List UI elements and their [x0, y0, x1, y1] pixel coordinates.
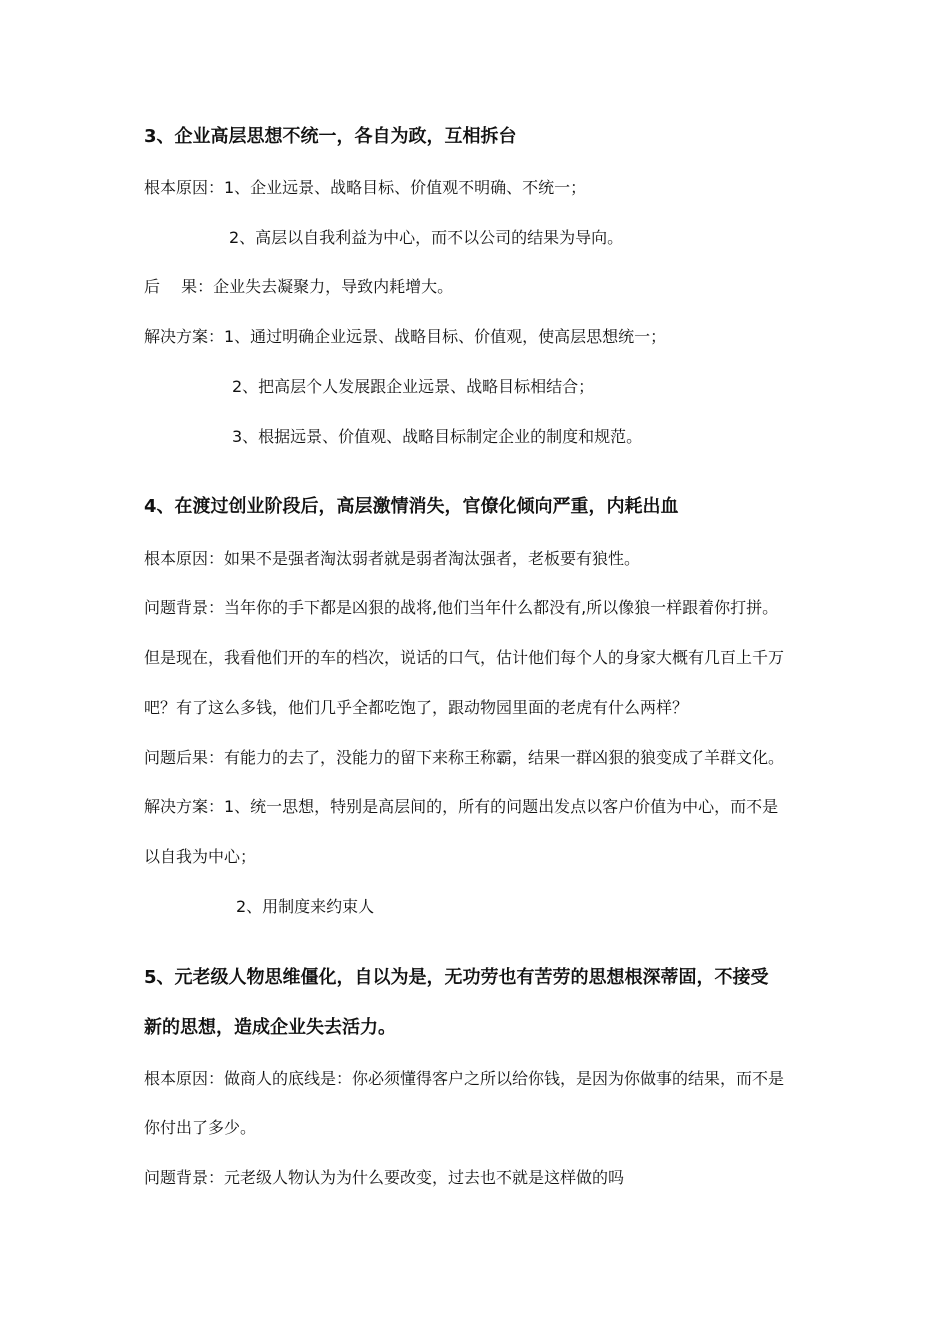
section-4-heading: 4、在渡过创业阶段后，高层激情消失，官僚化倾向严重，内耗出血	[144, 496, 679, 517]
section-4-root-cause: 根本原因：如果不是强者淘汰弱者就是弱者淘汰强者，老板要有狼性。	[144, 549, 641, 568]
section-3-root-cause-2: 2、高层以自我利益为中心，而不以公司的结果为导向。	[229, 228, 624, 247]
section-5-heading-line-2: 新的思想，造成企业失去活力。	[144, 1017, 396, 1038]
section-4-consequence: 问题后果：有能力的去了，没能力的留下来称王称霸，结果一群凶狠的狼变成了羊群文化。	[144, 748, 785, 767]
section-5-root-cause: 根本原因：做商人的底线是：你必须懂得客户之所以给你钱，是因为你做事的结果，而不是	[144, 1069, 785, 1088]
section-3-solution-2: 2、把高层个人发展跟企业远景、战略目标相结合；	[232, 377, 595, 396]
section-3-consequence: 后 果：企业失去凝聚力，导致内耗增大。	[144, 277, 454, 296]
section-3-heading: 3、企业高层思想不统一，各自为政，互相拆台	[144, 126, 517, 147]
section-5-root-cause-cont: 你付出了多少。	[144, 1118, 257, 1137]
section-4-solution-2: 2、用制度来约束人	[236, 897, 375, 916]
section-4-background-cont-2: 吧？有了这么多钱，他们几乎全都吃饱了，跟动物园里面的老虎有什么两样？	[144, 698, 689, 717]
section-3-root-cause: 根本原因：1、企业远景、战略目标、价值观不明确、不统一；	[144, 178, 587, 197]
section-4-background: 问题背景：当年你的手下都是凶狠的战将,他们当年什么都没有,所以像狼一样跟着你打拼。	[144, 598, 779, 617]
section-4-solution: 解决方案：1、统一思想，特别是高层间的，所有的问题出发点以客户价值为中心，而不是	[144, 797, 779, 816]
section-3-solution: 解决方案：1、通过明确企业远景、战略目标、价值观，使高层思想统一；	[144, 327, 667, 346]
section-3-solution-3: 3、根据远景、价值观、战略目标制定企业的制度和规范。	[232, 427, 643, 446]
section-4-solution-cont: 以自我为中心；	[144, 847, 257, 866]
section-5-heading-line-1: 5、元老级人物思维僵化，自以为是，无功劳也有苦劳的思想根深蒂固，不接受	[144, 967, 769, 988]
section-4-background-cont-1: 但是现在，我看他们开的车的档次，说话的口气，估计他们每个人的身家大概有几百上千万	[144, 648, 785, 667]
section-5-background: 问题背景：元老级人物认为为什么要改变，过去也不就是这样做的吗	[144, 1168, 625, 1187]
